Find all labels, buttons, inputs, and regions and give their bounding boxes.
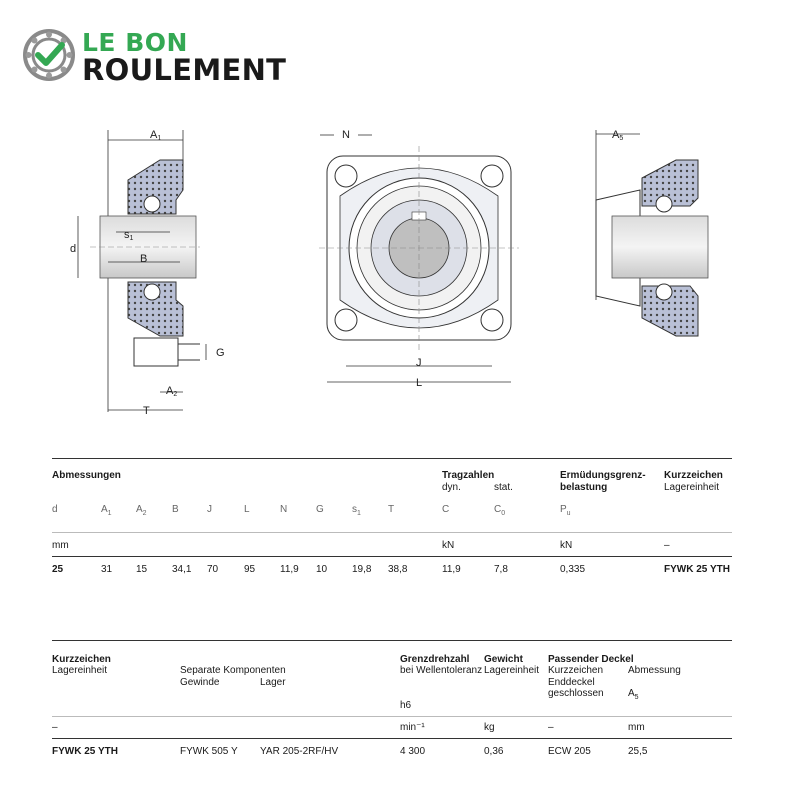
t1-symbol-sub: 0	[501, 510, 506, 517]
label-j: J	[416, 357, 422, 369]
brand-logo	[22, 24, 312, 88]
t2-header-limit-speed1: Grenzdrehzahl	[400, 654, 470, 665]
t2-header-cover3: Enddeckel	[548, 677, 595, 688]
brand-line1: LE BON	[82, 28, 188, 57]
label-a2: A2	[166, 385, 178, 398]
t1-unit-mm: mm	[52, 540, 69, 551]
t2-header-designation1: Kurzzeichen	[52, 654, 111, 665]
label-a1: A1	[150, 129, 162, 142]
t2-header-limit-speed2: bei Wellentoleranz	[400, 665, 483, 676]
t1-cell: 7,8	[494, 564, 508, 575]
t2-divider2	[52, 738, 732, 739]
table1-top-border	[52, 458, 732, 459]
t1-header-designation1: Kurzzeichen	[664, 470, 723, 481]
bearing-check-icon	[22, 28, 76, 82]
t1-symbol: $s_1$	[352, 504, 361, 517]
t1-header-dyn: dyn.	[442, 482, 461, 493]
label-d: d	[70, 243, 77, 255]
t1-cell: 15	[136, 564, 148, 575]
t2-cell: ECW 205	[548, 746, 591, 757]
t2-cell: 0,36	[484, 746, 504, 757]
t2-unit-rpm: min⁻¹	[400, 722, 425, 733]
t1-cell: 31	[101, 564, 113, 575]
t2-cell: YAR 205-2RF/HV	[260, 746, 339, 757]
t1-header-load-ratings: Tragzahlen	[442, 470, 495, 481]
t1-unit-kn1: kN	[442, 540, 455, 551]
t1-symbol: J	[207, 504, 212, 515]
t1-symbol: d	[52, 504, 58, 515]
t1-symbol-sub: 1	[107, 510, 112, 517]
t2-header-cover-dim: Abmessung	[628, 665, 681, 676]
t1-symbol-sub: u	[566, 510, 571, 517]
t2-header-mass2: Lagereinheit	[484, 665, 540, 676]
t2-header-designation2: Lagereinheit	[52, 665, 108, 676]
t1-header-designation2: Lagereinheit	[664, 482, 720, 493]
t1-cell: 38,8	[388, 564, 408, 575]
t2-unit-mm: mm	[628, 722, 645, 733]
t1-symbol-sub: 2	[142, 510, 147, 517]
t2-header-a5: $A_5$	[628, 688, 639, 701]
t1-symbol: $P_u$	[560, 504, 571, 517]
t1-cell: 11,9	[442, 564, 461, 575]
t2-cell: 4 300	[400, 746, 426, 757]
label-n: N	[342, 129, 350, 141]
t2-header-cover1: Passender Deckel	[548, 654, 634, 665]
label-g: G	[216, 347, 225, 359]
t1-cell: 0,335	[560, 564, 586, 575]
t1-symbol: $C_0$	[494, 504, 506, 517]
t1-header-stat: stat.	[494, 482, 513, 493]
t1-cell: 25	[52, 564, 64, 575]
label-t: T	[143, 405, 150, 417]
t1-divider2	[52, 556, 732, 557]
label-l: L	[416, 377, 423, 389]
label-b: B	[140, 253, 148, 265]
t2-header-cover2: Kurzzeichen	[548, 665, 604, 676]
t2-header-limit-speed3: h6	[400, 700, 412, 711]
t1-cell: 95	[244, 564, 256, 575]
t2-header-bearing: Lager	[260, 677, 286, 688]
t1-symbol: $A_2$	[136, 504, 147, 517]
label-a5: A5	[612, 129, 624, 142]
t1-header-fatigue2: belastung	[560, 482, 608, 493]
technical-drawing	[0, 110, 800, 430]
t1-symbol: L	[244, 504, 250, 515]
t1-cell: 10	[316, 564, 328, 575]
t1-cell: 19,8	[352, 564, 372, 575]
t1-cell: 11,9	[280, 564, 299, 575]
t1-cell: 70	[207, 564, 219, 575]
t2-header-mass1: Gewicht	[484, 654, 523, 665]
t2-unit-dash1: –	[52, 722, 58, 733]
t1-symbol: B	[172, 504, 179, 515]
front-view	[319, 135, 519, 382]
t1-cell: FYWK 25 YTH	[664, 564, 730, 575]
label-s1: s1	[124, 229, 134, 242]
t2-cell: 25,5	[628, 746, 648, 757]
t1-header-fatigue1: Ermüdungsgrenz-	[560, 470, 646, 481]
t1-symbol: G	[316, 504, 324, 515]
t2-unit-kg: kg	[484, 722, 495, 733]
t2-header-cover4: geschlossen	[548, 688, 604, 699]
t2-cell: FYWK 505 Y	[180, 746, 238, 757]
t1-divider	[52, 532, 732, 533]
t1-symbol: C	[442, 504, 450, 515]
t1-cell: 34,1	[172, 564, 192, 575]
t1-symbol-sub: 1	[357, 510, 361, 517]
t2-header-housing: Gewinde	[180, 677, 220, 688]
table2-top-border	[52, 640, 732, 641]
t2-divider	[52, 716, 732, 717]
t2-unit-dash2: –	[548, 722, 554, 733]
t1-unit-dash: –	[664, 540, 670, 551]
t2-header-separate: Separate Komponenten	[180, 665, 286, 676]
t1-unit-kn2: kN	[560, 540, 573, 551]
t2-cell: FYWK 25 YTH	[52, 746, 118, 757]
t1-symbol: T	[388, 504, 395, 515]
t1-header-dimensions: Abmessungen	[52, 470, 121, 481]
brand-line2: ROULEMENT	[82, 53, 287, 87]
left-section-view	[78, 130, 206, 412]
right-section-view	[596, 130, 708, 336]
t1-symbol: $A_1$	[101, 504, 112, 517]
t1-symbol: N	[280, 504, 288, 515]
